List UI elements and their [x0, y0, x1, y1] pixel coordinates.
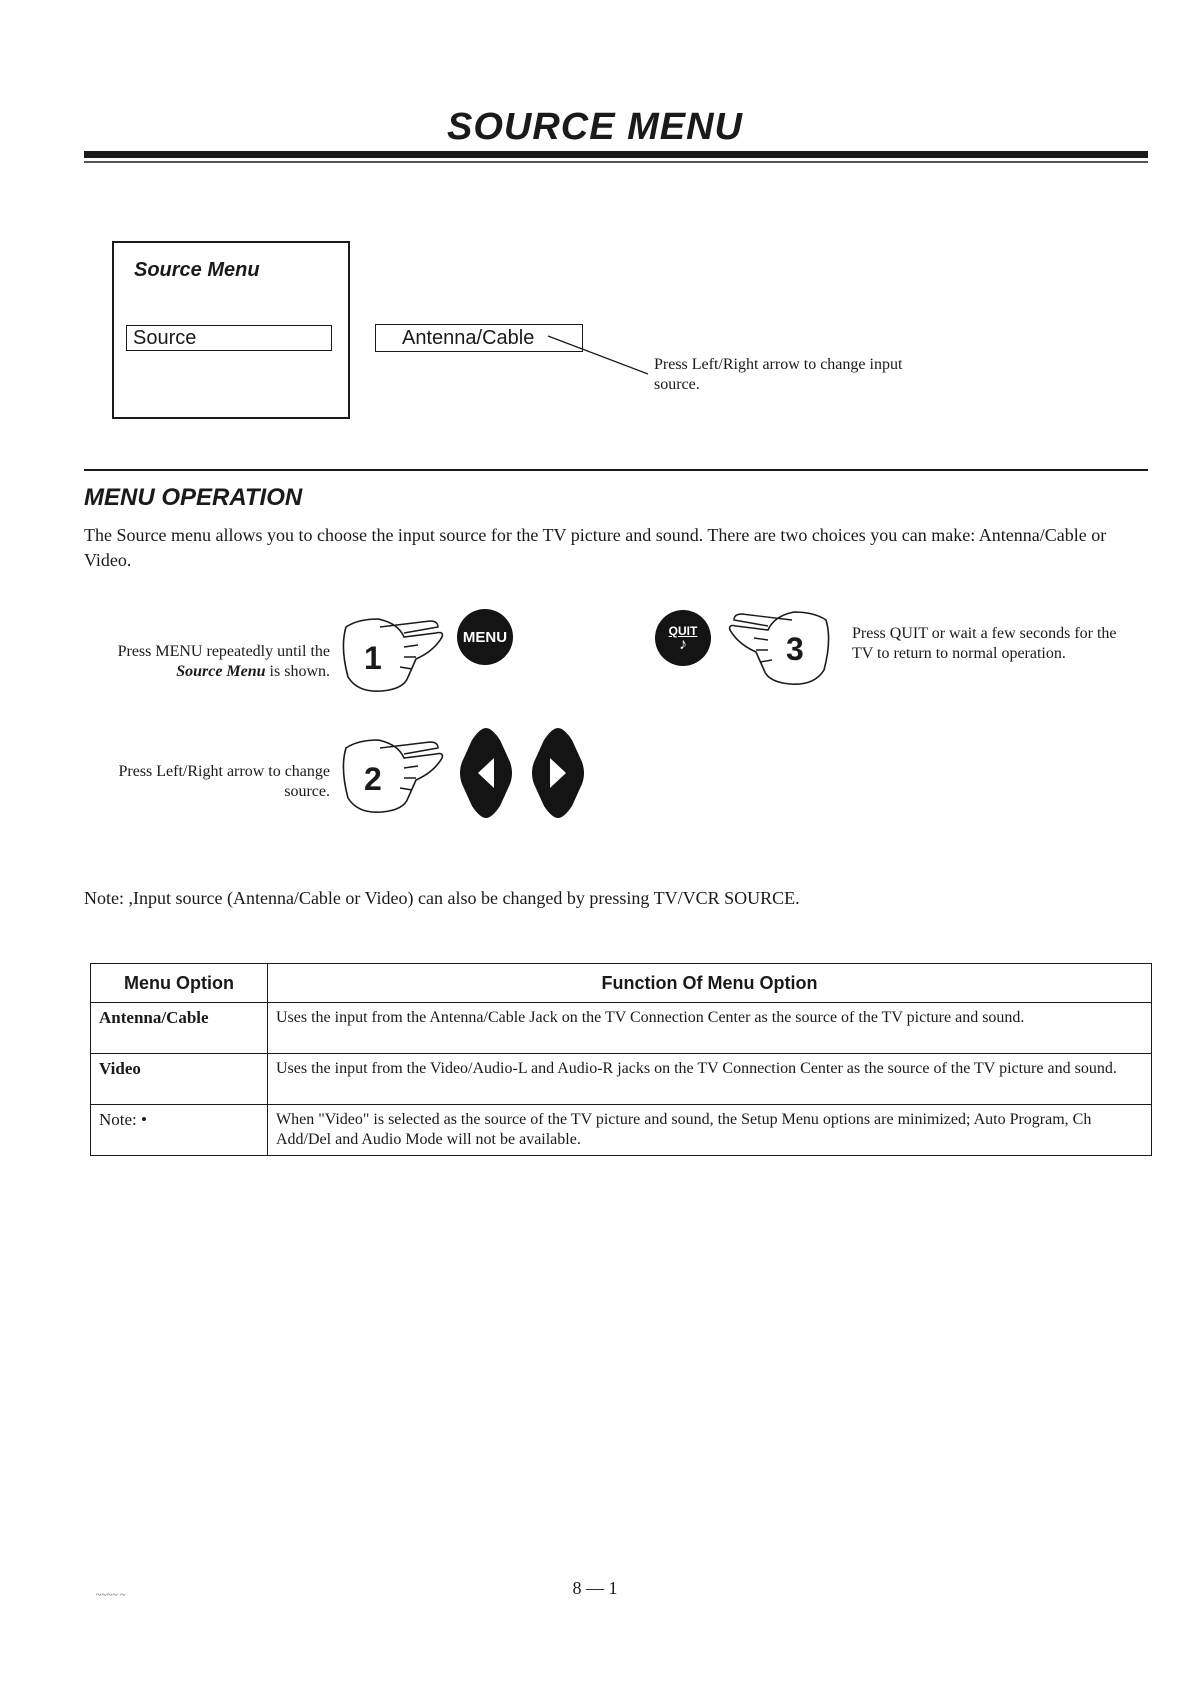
source-menu-item: Source	[126, 325, 332, 351]
title-rule-thin	[84, 161, 1148, 163]
table-header-row	[91, 964, 1152, 1003]
left-arrow-button-icon	[458, 726, 514, 820]
intro-paragraph: The Source menu allows you to choose the input source for the TV picture and sound. There are two choices you can make: Antenna/Cable or Video.	[84, 525, 1107, 570]
pointing-hand-icon	[338, 607, 450, 699]
step-2-text: Press Left/Right arrow to change source.	[118, 763, 330, 800]
menu-option-table	[90, 963, 1152, 1156]
note-text: Note: ,Input source (Antenna/Cable or Video) can also be changed by pressing TV/VCR SOURCE.	[84, 888, 800, 908]
source-value-field: Antenna/Cable	[375, 324, 583, 352]
callout-text: Press Left/Right arrow to change input source.	[654, 356, 903, 393]
section-heading: MENU OPERATION	[84, 484, 303, 511]
page-number: 8 — 1	[572, 1578, 618, 1598]
table-header: Menu Option	[91, 964, 268, 1003]
menu-button-icon: MENU	[457, 609, 513, 665]
corner-mark: ~~~~ ~	[96, 1590, 126, 1601]
page-title: SOURCE MENU	[446, 106, 744, 148]
table-cell-option: Video	[91, 1054, 268, 1105]
table-row	[91, 1003, 1152, 1054]
callout-line	[0, 0, 700, 400]
table-row	[91, 1105, 1152, 1156]
step-number: 3	[786, 631, 804, 667]
source-menu-screen	[112, 241, 350, 419]
note-icon: ♪	[679, 636, 687, 653]
quit-button-icon	[655, 610, 711, 666]
title-rule	[84, 151, 1148, 158]
step-number: 2	[364, 761, 382, 797]
table-cell-function: Uses the input from the Video/Audio-L and Audio-R jacks on the TV Connection Center as the source of the TV picture and sound.	[268, 1054, 1152, 1105]
menu-box-title: Source Menu	[134, 259, 260, 281]
section-rule	[84, 469, 1148, 471]
pointing-hand-left-icon	[722, 600, 834, 692]
step-3-text: Press QUIT or wait a few seconds for the TV to return to normal operation.	[852, 625, 1117, 662]
table-cell-option: Antenna/Cable	[91, 1003, 268, 1054]
table-cell-option: Note: •	[91, 1105, 268, 1156]
quit-label: QUIT	[668, 624, 698, 638]
table-row	[91, 1054, 1152, 1105]
step-number: 1	[364, 640, 382, 676]
step-1-text: Press MENU repeatedly until the Source Menu is shown.	[117, 643, 330, 680]
table-cell-function: Uses the input from the Antenna/Cable Jack on the TV Connection Center as the source of the TV picture and sound.	[268, 1003, 1152, 1054]
table-cell-function: When "Video" is selected as the source of the TV picture and sound, the Setup Menu options are minimized; Auto Program, Ch Add/Del and Audio Mode will not be available.	[268, 1105, 1152, 1156]
table-header: Function Of Menu Option	[268, 964, 1152, 1003]
right-arrow-button-icon	[530, 726, 586, 820]
pointing-hand-icon	[338, 728, 450, 820]
